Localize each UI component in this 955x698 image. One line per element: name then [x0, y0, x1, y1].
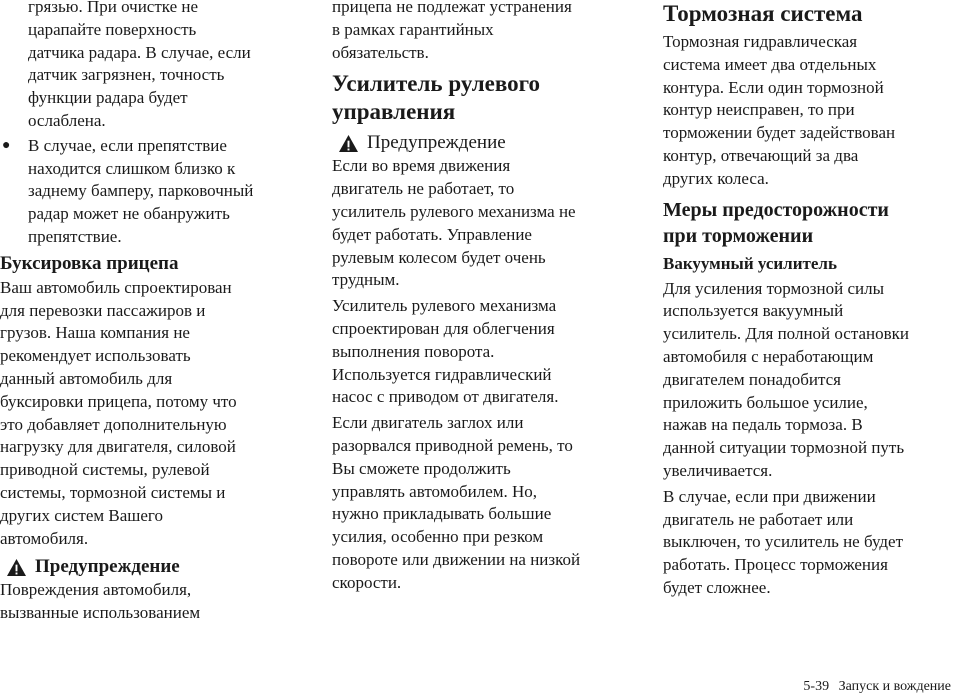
text-line: препятствие.	[28, 226, 122, 246]
text-line: Усилитель рулевого механизма	[332, 296, 557, 316]
text-line: работать. Процесс торможения	[663, 555, 888, 575]
text-line: двигателем понадобится	[663, 369, 842, 389]
paragraph	[0, 277, 300, 551]
text-line: заднему бамперу, парковочный	[28, 181, 254, 201]
text-line: это добавляет дополнительную	[0, 414, 227, 434]
text-line: В случае, если при движении	[663, 486, 876, 506]
text-line: разорвался приводной ремень, то	[332, 435, 573, 455]
column-2	[332, 0, 632, 595]
text-line: обязательств.	[332, 42, 429, 62]
text-line: находится слишком близко к	[28, 158, 236, 178]
text-line: усилитель. Для полной остановки	[663, 324, 910, 344]
text-line: трудным.	[332, 270, 400, 290]
text-line: усилия, особенно при резком	[332, 527, 544, 547]
text-line: управлять автомобилем. Но,	[332, 481, 538, 501]
text-line: будет сложнее.	[663, 577, 771, 597]
heading-line: Меры предосторожности	[663, 198, 889, 221]
section-heading-power-steering	[332, 70, 632, 126]
text-line: Для усиления тормозной силы	[663, 278, 884, 298]
text-line: насос с приводом от двигателя.	[332, 387, 559, 407]
text-line: для перевозки пассажиров и	[0, 300, 206, 320]
minor-heading-vacuum-booster: Вакуумный усилитель	[663, 253, 837, 273]
text-line: других систем Вашего	[0, 505, 163, 525]
paragraph	[332, 155, 632, 292]
paragraph	[663, 486, 955, 600]
text-line: В случае, если препятствие	[28, 135, 227, 155]
continued-warning-text	[332, 0, 632, 64]
text-line: прицепа не подлежат устранения	[332, 0, 572, 16]
bullet-item	[0, 135, 300, 249]
heading-line: управления	[332, 99, 456, 125]
text-line: буксировки прицепа, потому что	[0, 391, 237, 411]
text-line: нагрузку для двигателя, силовой	[0, 437, 236, 457]
text-line: нужно прикладывать большие	[332, 504, 552, 524]
text-line: грузов. Наша компания не	[0, 323, 190, 343]
heading-line: Усилитель рулевого	[332, 71, 540, 97]
text-line: данной ситуации тормозной путь	[663, 438, 905, 458]
text-line: Ваш автомобиль спроектирован	[0, 277, 232, 297]
text-line: скорости.	[332, 572, 402, 592]
page-number: 5-39	[803, 679, 830, 694]
text-line: системы, тормозной системы и	[0, 482, 226, 502]
paragraph	[663, 31, 955, 191]
text-line: усилитель рулевого механизма не	[332, 201, 576, 221]
warning-triangle-icon	[6, 558, 27, 577]
text-line: автомобиля с неработающим	[663, 346, 874, 366]
text-line: Повреждения автомобиля,	[0, 580, 192, 600]
warning-label: Предупреждение	[35, 556, 180, 578]
text-line: царапайте поверхность	[28, 19, 197, 39]
warning-heading	[332, 131, 632, 155]
paragraph	[332, 295, 632, 409]
page-footer	[803, 678, 951, 696]
text-line: двигатель не работает или	[663, 509, 854, 529]
text-line: автомобиля.	[0, 528, 89, 548]
text-line: будет работать. Управление	[332, 224, 532, 244]
text-line: контура. Если один тормозной	[663, 77, 884, 97]
text-line: Используется гидравлический	[332, 364, 552, 384]
text-line: приводной системы, рулевой	[0, 460, 210, 480]
column-3	[663, 0, 955, 600]
text-line: приложить большое усилие,	[663, 392, 868, 412]
warning-heading	[0, 555, 300, 579]
text-line: датчика радара. В случае, если	[28, 42, 251, 62]
text-line: система имеет два отдельных	[663, 54, 877, 74]
text-line: грязью. При очистке не	[28, 0, 199, 16]
text-line: Если во время движения	[332, 156, 511, 176]
text-line: спроектирован для облегчения	[332, 318, 555, 338]
text-line: повороте или движении на низкой	[332, 549, 581, 569]
paragraph	[663, 278, 955, 483]
text-line: рекомендует использовать	[0, 346, 191, 366]
text-line: функции радара будет	[28, 88, 188, 108]
text-line: в рамках гарантийных	[332, 19, 494, 39]
text-line: двигатель не работает, то	[332, 179, 515, 199]
text-line: выполнения поворота.	[332, 341, 495, 361]
section-heading-towing: Буксировка прицепа	[0, 252, 179, 274]
section-name: Запуск и вождение	[838, 679, 951, 694]
text-line: других колеса.	[663, 168, 769, 188]
text-line: данный автомобиль для	[0, 368, 173, 388]
text-line: Вы сможете продолжить	[332, 458, 511, 478]
text-line: рулевым колесом будет очень	[332, 247, 546, 267]
text-line: используется вакуумный	[663, 301, 844, 321]
text-line: датчик загрязнен, точность	[28, 65, 225, 85]
text-line: радар может не обанружить	[28, 204, 230, 224]
bullet-dot-icon: ●	[2, 137, 11, 153]
column-1	[0, 0, 300, 625]
paragraph	[332, 412, 632, 594]
text-line: выключен, то усилитель не будет	[663, 532, 904, 552]
text-line: вызванные использованием	[0, 603, 201, 623]
section-heading-brake-system: Тормозная система	[663, 1, 863, 26]
sub-heading-brake-precautions	[663, 197, 955, 249]
text-line: контур неисправен, то при	[663, 100, 855, 120]
text-line: торможении будет задействован	[663, 123, 896, 143]
text-line: нажав на педаль тормоза. В	[663, 415, 863, 435]
text-line: Тормозная гидравлическая	[663, 32, 858, 51]
text-line: ослаблена.	[28, 110, 106, 130]
warning-triangle-icon	[338, 134, 359, 153]
text-line: увеличивается.	[663, 460, 773, 480]
warning-label: Предупреждение	[367, 132, 506, 154]
text-line: контур, отвечающий за два	[663, 145, 859, 165]
continued-bullet-text	[0, 0, 300, 133]
warning-text	[0, 579, 300, 625]
heading-line: при торможении	[663, 224, 814, 247]
text-line: Если двигатель заглох или	[332, 413, 524, 433]
